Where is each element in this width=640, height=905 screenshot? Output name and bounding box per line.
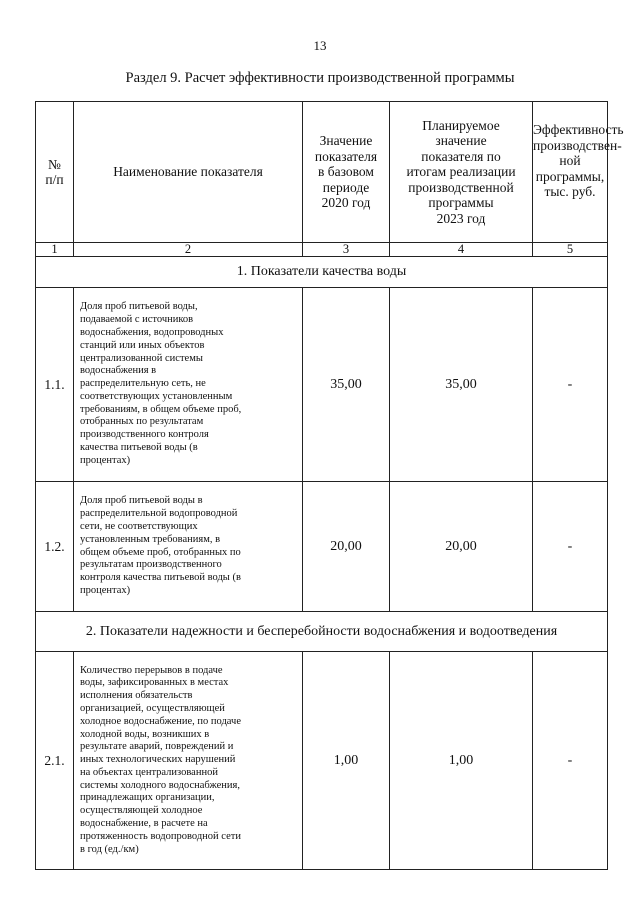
section-title: Раздел 9. Расчет эффективности производственной программы [125, 70, 515, 86]
base-value: 35,00 [303, 288, 390, 482]
section-row: 1. Показатели качества воды [36, 257, 608, 288]
efficiency-value: - [533, 652, 608, 870]
header-number: № п/п [36, 102, 74, 243]
table-row: 1.2. Доля проб питьевой воды в распределительной водопроводной сети, не соответствующих установленным требованиям, в общем объеме проб, отобранных по результатам производственного контроля качества питьевой воды (в процентах) 20,00 20,00 - [36, 482, 608, 612]
base-value: 1,00 [303, 652, 390, 870]
header-base-value: Значение показателя в базовом периоде 2020 год [303, 102, 390, 243]
efficiency-value: - [533, 288, 608, 482]
efficiency-table [35, 101, 624, 870]
indicator-name: Доля проб питьевой воды в распределительной водопроводной сети, не соответствующих установленным требованиям, в общем объеме проб, отобранных по результатам производственного контроля качества питьевой воды (в процентах) [74, 482, 303, 612]
planned-value: 1,00 [390, 652, 533, 870]
header-planned-value: Планируемое значение показателя по итогам реализации производственной программы 2023 год [390, 102, 533, 243]
indicator-name: Количество перерывов в подаче воды, зафиксированных в местах исполнения обязательств организацией, осуществляющей холодное водоснабжение, по подаче холодной воды, возникших в результате аварий, повреждений и иных технологических нарушений на объектах централизованной системы холодного водоснабжения, принадлежащих организации, осуществляющей холодное водоснабжение, в расчете на протяженность водопроводной сети в год (ед./км) [74, 652, 303, 870]
header-row [36, 102, 608, 243]
table-row: 2.1. Количество перерывов в подаче воды, зафиксированных в местах исполнения обязательств организацией, осуществляющей холодное водоснабжение, по подаче холодной воды, возникших в результате аварий, повреждений и иных технологических нарушений на объектах централизованной системы холодного водоснабжения, принадлежащих организации, осуществляющей холодное водоснабжение, в расчете на протяженность водопроводной сети в год (ед./км) 1,00 1,00 - [36, 652, 608, 870]
header-efficiency: Эффективность производствен- ной программы, тыс. руб. [533, 102, 608, 243]
page-number: 13 [313, 38, 327, 53]
planned-value: 35,00 [390, 288, 533, 482]
planned-value: 20,00 [390, 482, 533, 612]
indicator-name: Доля проб питьевой воды, подаваемой с источников водоснабжения, водопроводных станций или иных объектов централизованной системы водоснабжения в распределительную сеть, не соответствующих установленным требованиям, в общем объеме проб, отобранных по результатам производственного контроля качества питьевой воды (в процентах) [74, 288, 303, 482]
column-number-row: 1 2 3 4 5 [36, 243, 608, 257]
efficiency-value: - [533, 482, 608, 612]
table-row: 1.1. Доля проб питьевой воды, подаваемой с источников водоснабжения, водопроводных станций или иных объектов централизованной системы водоснабжения в распределительную сеть, не соответствующих установленным требованиям, в общем объеме проб, отобранных по результатам производственного контроля качества питьевой воды (в процентах) 35,00 35,00 - [36, 288, 608, 482]
section-row: 2. Показатели надежности и бесперебойности водоснабжения и водоотведения [36, 612, 608, 652]
base-value: 20,00 [303, 482, 390, 612]
header-indicator-name: Наименование показателя [74, 102, 303, 243]
